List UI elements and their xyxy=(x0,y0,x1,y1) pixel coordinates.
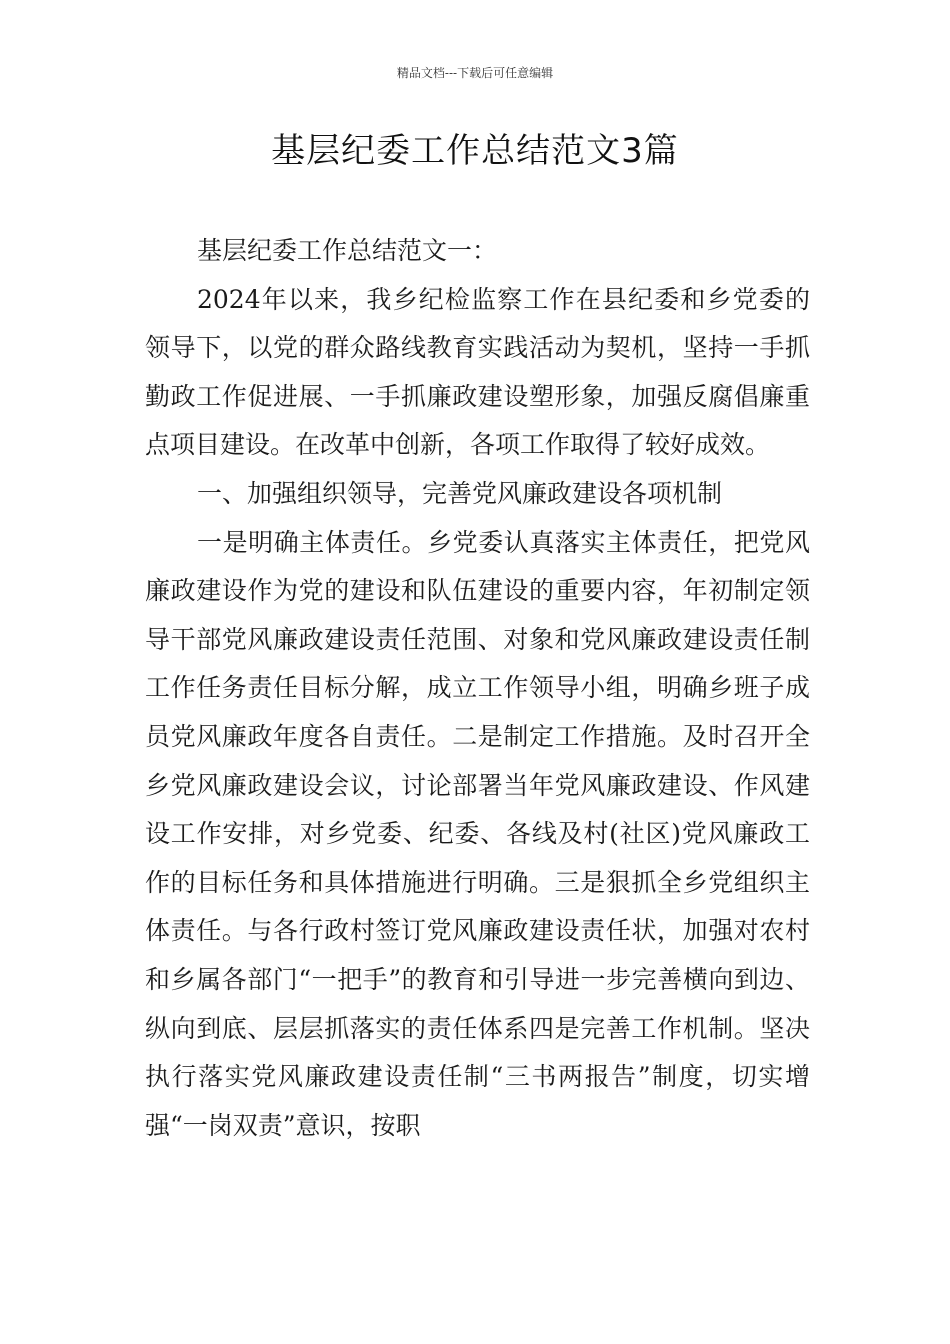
document-body xyxy=(145,227,810,1150)
paragraph-section-heading: 基层纪委工作总结范文一： xyxy=(197,236,498,265)
header-note: 精品文档---下载后可任意编辑 xyxy=(396,66,554,80)
document-title: 基层纪委工作总结范文3篇 xyxy=(271,131,679,171)
paragraph-intro: 2024年以来，我乡纪检监察工作在县纪委和乡党委的领导下，以党的群众路线教育实践活动为契机，坚持一手抓勤政工作促进展、一手抓廉政建设塑形象，加强反腐倡廉重点项目建设。在改革中创新，各项工作取得了较好成效。 xyxy=(145,284,810,460)
paragraph-subheading: 一、加强组织领导，完善党风廉政建设各项机制 xyxy=(197,478,723,508)
paragraph-body: 一是明确主体责任。乡党委认真落实主体责任，把党风廉政建设作为党的建设和队伍建设的重要内容，年初制定领导干部党风廉政建设责任范围、对象和党风廉政建设责任制工作任务责任目标分解，成立工作领导小组，明确乡班子成员党风廉政年度各自责任。二是制定工作措施。及时召开全乡党风廉政建设会议，讨论部署当年党风廉政建设、作风建设工作安排，对乡党委、纪委、各线及村(社区)党风廉政工作的目标任务和具体措施进行明确。三是狠抓全乡党组织主体责任。与各行政村签订党风廉政建设责任状，加强对农村和乡属各部门“一把手”的教育和引导进一步完善横向到边、纵向到底、层层抓落实的责任体系四是完善工作机制。坚决执行落实党风廉政建设责任制“三书两报告”制度，切实增强“一岗双责”意识，按职 xyxy=(145,527,810,1140)
